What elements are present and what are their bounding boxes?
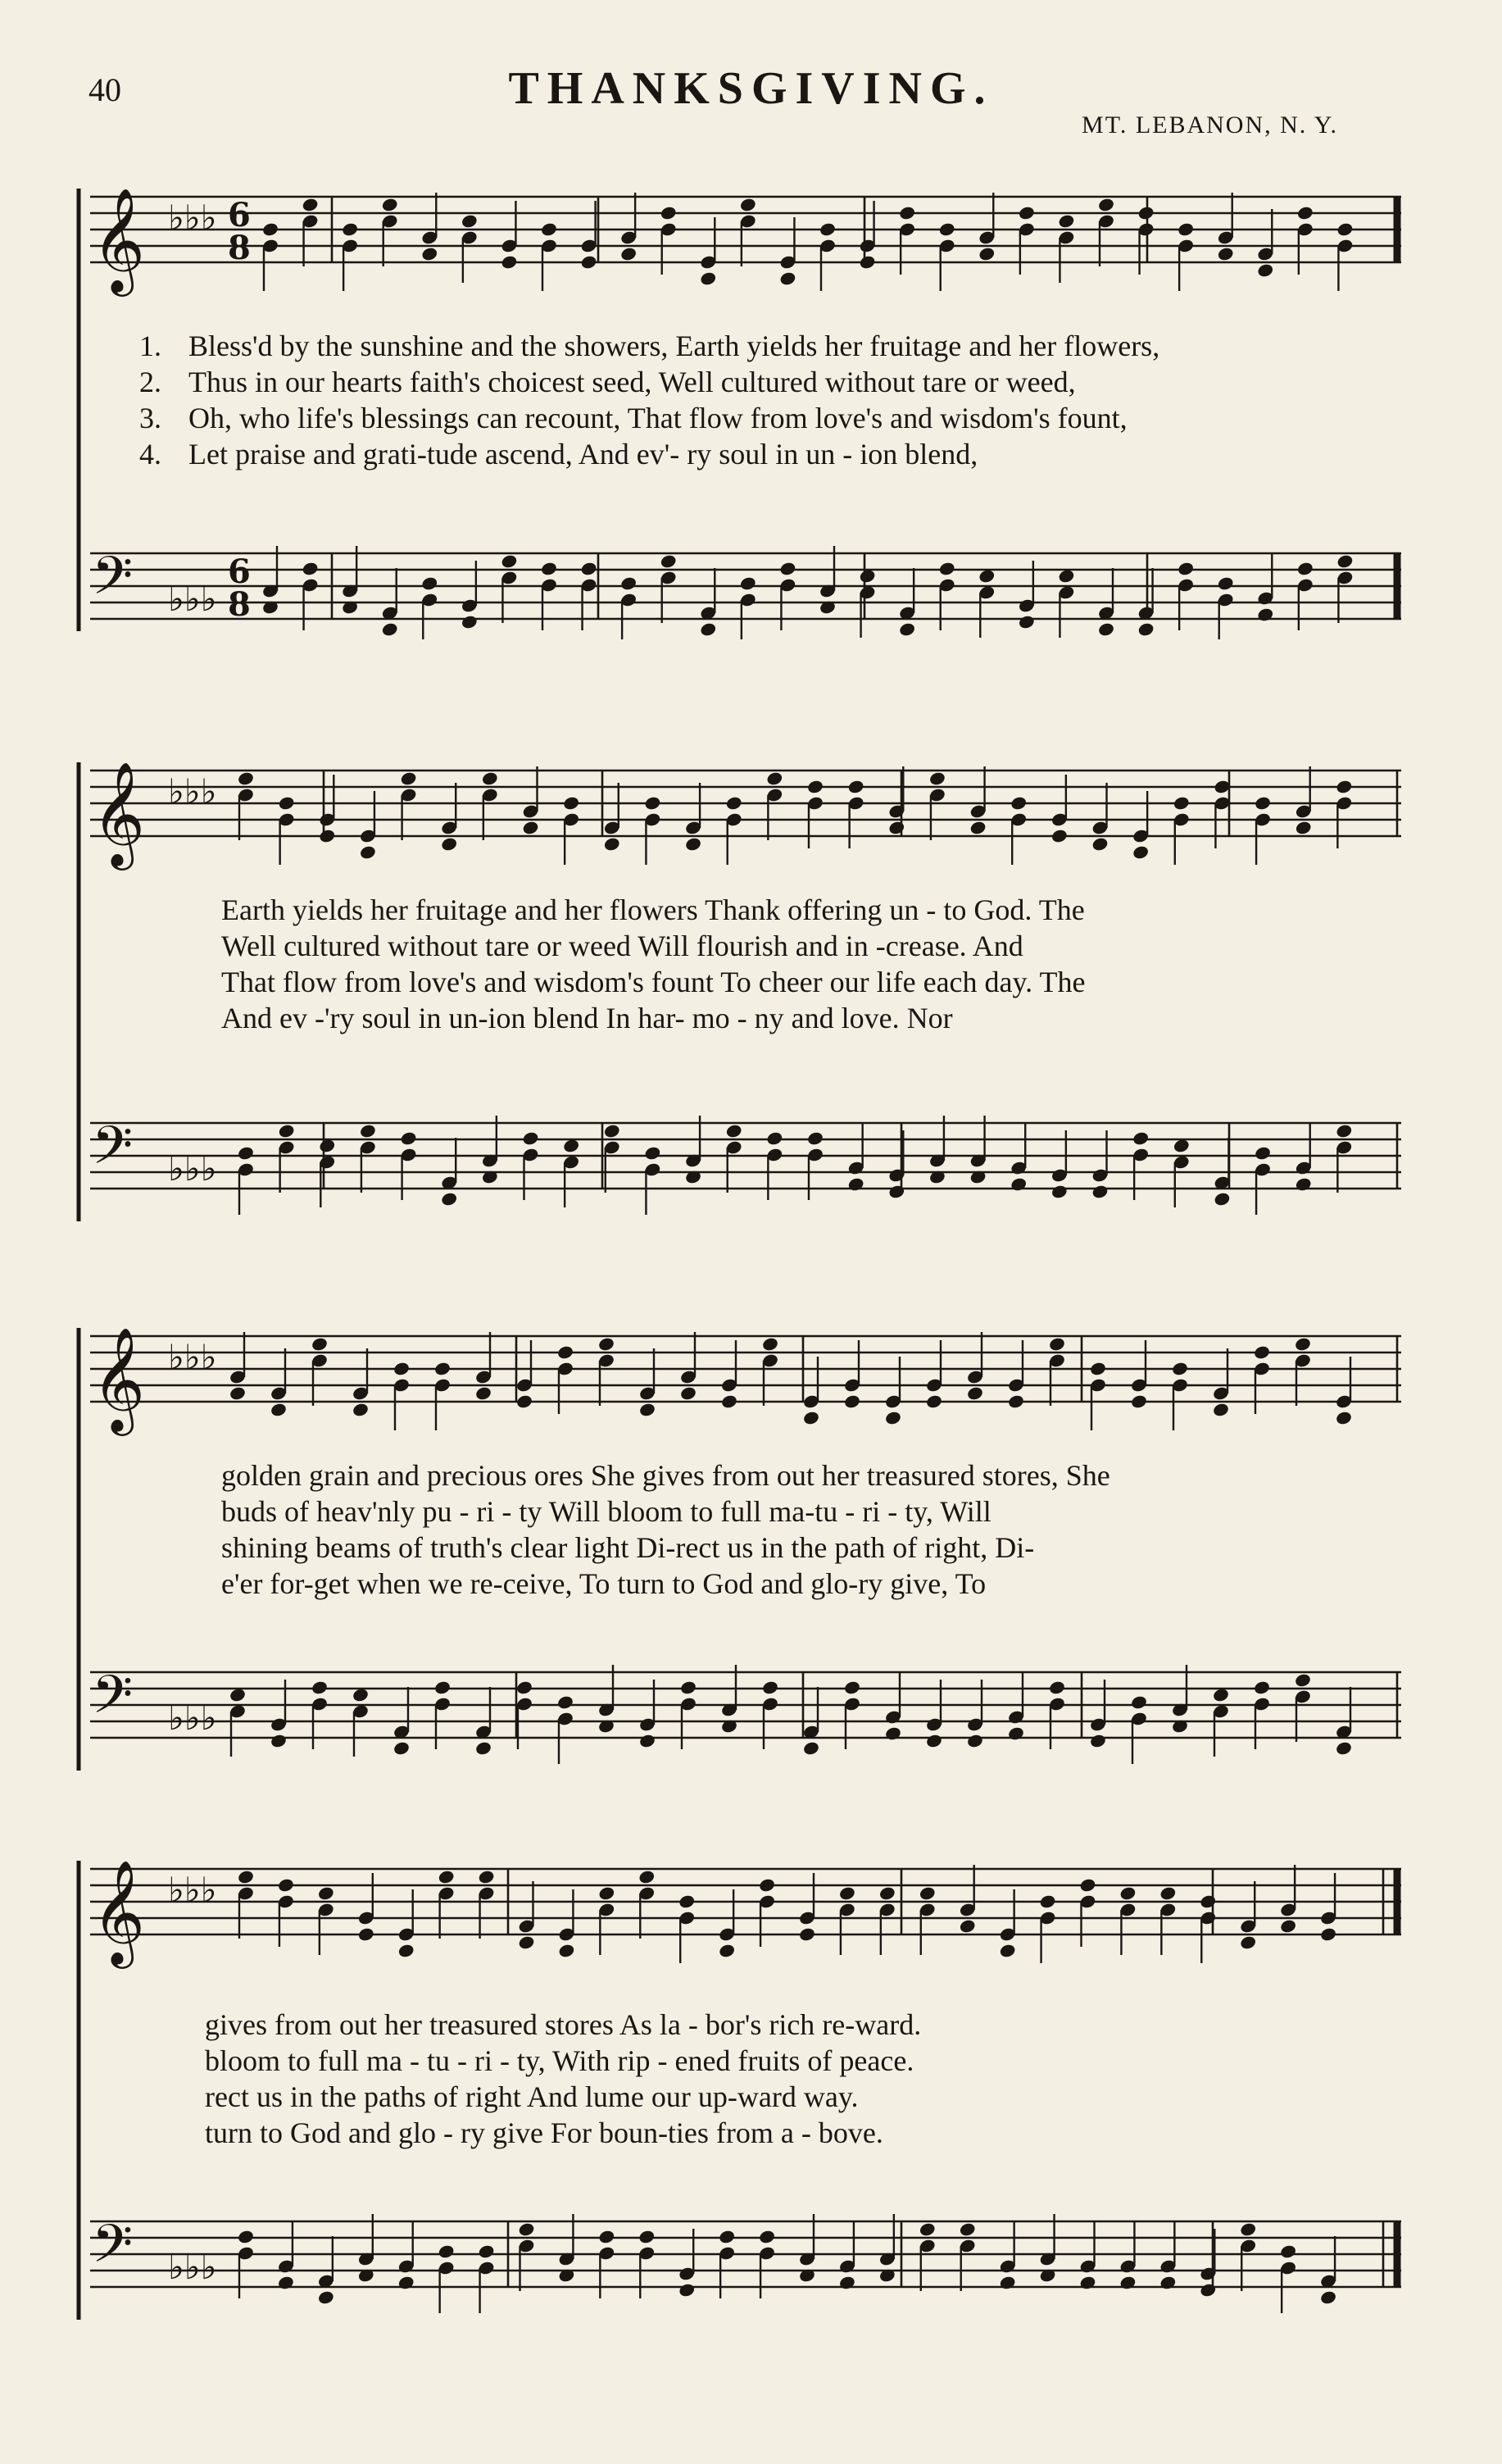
note-head — [847, 779, 865, 794]
note-head — [678, 1893, 696, 1909]
lyric-line: Earth yields her fruitage and her flowers Thank offering un - to God. The — [221, 893, 1085, 926]
note-head — [278, 795, 296, 811]
note-head — [474, 1385, 492, 1401]
note-head — [1214, 1191, 1232, 1207]
note-head — [461, 614, 479, 630]
verse-line: 2. Thus in our hearts faith's choicest seed, Well cultured without tare or weed, — [139, 366, 1076, 398]
svg-text:𝄢: 𝄢 — [92, 1116, 134, 1189]
note-head — [433, 1680, 452, 1695]
note-head — [562, 795, 580, 811]
note-head — [1296, 561, 1314, 576]
note-head — [440, 1191, 458, 1207]
note-head — [352, 1402, 370, 1417]
note-head — [660, 205, 678, 220]
note-head — [806, 1130, 824, 1146]
note-head — [501, 553, 519, 569]
note-head — [1335, 1740, 1353, 1756]
note-head — [1137, 621, 1155, 637]
note-head — [699, 270, 717, 286]
note-head — [393, 1740, 411, 1756]
note-head — [1132, 844, 1150, 860]
note-head — [229, 1687, 247, 1703]
note-head — [1132, 1130, 1150, 1146]
note-head — [1007, 1725, 1025, 1741]
note-head — [1130, 1393, 1148, 1409]
note-head — [1130, 1694, 1148, 1710]
note-head — [725, 795, 743, 811]
note-head — [397, 1943, 415, 1958]
note-head — [1048, 1336, 1066, 1352]
note-head — [699, 621, 717, 637]
note-head — [1173, 1138, 1191, 1153]
bass-clef-icon: 𝄢 — [92, 546, 134, 620]
svg-text:𝄢: 𝄢 — [92, 1665, 134, 1739]
lyric-line: And ev -'ry soul in un-ion blend In har- mo - ny and love. Nor — [221, 1002, 953, 1034]
note-head — [522, 820, 540, 835]
svg-text:𝄢: 𝄢 — [92, 2214, 134, 2288]
note-head — [1018, 614, 1036, 630]
note-head — [540, 221, 558, 237]
note-head — [838, 2275, 856, 2290]
note-head — [766, 771, 784, 786]
note-head — [318, 1138, 336, 1153]
key-signature-flats: ♭♭♭ — [168, 198, 217, 238]
note-head — [1058, 213, 1076, 229]
treble-clef-icon: 𝄞 — [92, 187, 146, 292]
note-head — [1254, 795, 1272, 811]
verse-line: 4. Let praise and grati-tude ascend, And ev'- ry soul in un - ion blend, — [139, 438, 978, 471]
note-head — [802, 1740, 820, 1756]
note-head — [440, 836, 458, 852]
note-head — [518, 2221, 536, 2237]
note-head — [938, 561, 956, 576]
lyric-line: e'er for-get when we re-ceive, To turn to God and glo-ry give, To — [221, 1567, 987, 1600]
time-signature: 6 — [228, 196, 251, 234]
note-head — [966, 1733, 984, 1748]
note-head — [843, 1680, 861, 1695]
note-head — [919, 2221, 937, 2237]
note-head — [381, 621, 399, 637]
note-head — [597, 1336, 615, 1352]
note-head — [400, 1130, 418, 1146]
note-head — [420, 575, 438, 591]
note-head — [400, 771, 418, 786]
note-head — [478, 1869, 496, 1884]
svg-text:♭♭♭: ♭♭♭ — [168, 1337, 217, 1377]
note-head — [644, 795, 662, 811]
lyric-line: golden grain and precious ores She gives from out her treasured stores, She — [221, 1459, 1110, 1492]
note-head — [1212, 1687, 1230, 1703]
note-head — [359, 1123, 377, 1139]
note-head — [925, 1393, 943, 1409]
note-head — [1048, 1680, 1066, 1695]
note-head — [739, 197, 757, 212]
note-head — [1137, 205, 1155, 220]
source-credit: MT. LEBANON, N. Y. — [1082, 111, 1338, 139]
note-head — [619, 246, 638, 261]
svg-text:♭♭♭: ♭♭♭ — [168, 2247, 217, 2287]
lyrics-block — [221, 892, 1401, 1036]
verse-block — [139, 328, 1401, 472]
svg-text:𝄞: 𝄞 — [92, 1326, 146, 1431]
note-head — [859, 254, 877, 270]
note-head — [229, 1385, 247, 1401]
note-head — [1018, 205, 1036, 220]
note-head — [1050, 828, 1069, 843]
note-head — [1217, 575, 1235, 591]
note-head — [1279, 2244, 1297, 2259]
note-head — [518, 1934, 536, 1950]
note-head — [859, 568, 877, 584]
note-head — [1217, 246, 1235, 261]
note-head — [317, 2289, 335, 2305]
lyric-line: rect us in the paths of right And lume our up-ward way. — [205, 2080, 859, 2113]
note-head — [515, 1680, 533, 1695]
note-head — [1256, 262, 1274, 278]
svg-text:♭♭♭: ♭♭♭ — [168, 579, 217, 619]
svg-text:♭♭♭: ♭♭♭ — [168, 1870, 217, 1910]
note-head — [938, 221, 956, 237]
note-head — [1254, 1145, 1272, 1161]
note-head — [718, 1943, 736, 1958]
note-head — [1253, 1680, 1271, 1695]
note-head — [580, 561, 598, 576]
note-head — [638, 1733, 656, 1748]
note-head — [352, 1687, 370, 1703]
note-head — [660, 553, 678, 569]
note-head — [1256, 607, 1274, 622]
note-head — [1199, 1893, 1217, 1909]
note-head — [999, 1943, 1017, 1958]
note-head — [1212, 1402, 1230, 1417]
note-head — [644, 1145, 662, 1161]
note-head — [884, 1410, 902, 1425]
note-head — [311, 1336, 329, 1352]
note-head — [1336, 779, 1354, 794]
note-head — [887, 1184, 905, 1199]
note-head — [277, 1877, 295, 1893]
lyric-line: shining beams of truth's clear light Di-rect us in the path of right, Di- — [221, 1531, 1035, 1564]
note-head — [420, 246, 438, 261]
svg-text:♭♭♭: ♭♭♭ — [168, 1698, 217, 1738]
note-head — [270, 1402, 288, 1417]
note-head — [887, 820, 905, 835]
note-head — [540, 561, 558, 576]
note-head — [302, 561, 320, 576]
note-head — [1171, 1361, 1189, 1376]
note-head — [598, 2229, 616, 2244]
note-head — [1159, 1885, 1178, 1901]
note-head — [1239, 2221, 1257, 2237]
note-head — [1296, 205, 1314, 220]
note-head — [278, 1123, 296, 1139]
note-head — [838, 1885, 856, 1901]
lyric-line: Well cultured without tare or weed Will flourish and in -crease. And — [221, 930, 1023, 962]
note-head — [556, 1694, 574, 1710]
note-head — [393, 1361, 411, 1376]
note-head — [1173, 795, 1191, 811]
note-head — [237, 771, 255, 786]
note-head — [802, 1410, 820, 1425]
note-head — [1294, 1336, 1312, 1352]
svg-text:♭♭♭: ♭♭♭ — [168, 1148, 217, 1189]
note-head — [1091, 1184, 1109, 1199]
note-head — [1091, 836, 1109, 852]
note-head — [1239, 1934, 1257, 1950]
note-head — [433, 1361, 452, 1376]
note-head — [1335, 1410, 1353, 1425]
note-head — [843, 1393, 861, 1409]
verse-line: 3. Oh, who life's blessings can recount, That flow from love's and wisdom's fount, — [139, 402, 1128, 434]
lyric-line: bloom to full ma - tu - ri - ty, With rip - ened fruits of peace. — [205, 2044, 914, 2077]
verse-line: 1. Bless'd by the sunshine and the showers, Earth yields her fruitage and her flowers, — [139, 330, 1160, 362]
note-head — [638, 1869, 656, 1884]
note-head — [847, 1176, 865, 1192]
note-head — [999, 2275, 1017, 2290]
note-head — [1279, 1918, 1297, 1934]
note-head — [598, 1885, 616, 1901]
note-head — [1119, 1885, 1137, 1901]
note-head — [381, 197, 399, 212]
note-head — [341, 221, 359, 237]
note-head — [357, 1926, 375, 1942]
note-head — [515, 1393, 533, 1409]
note-head — [878, 1885, 896, 1901]
page-number: 40 — [88, 71, 121, 108]
note-head — [679, 1680, 697, 1695]
svg-text:8: 8 — [228, 229, 251, 267]
note-head — [501, 254, 519, 270]
lyrics-block — [205, 2007, 1385, 2151]
note-head — [1199, 2282, 1217, 2298]
note-head — [798, 1926, 816, 1942]
note-head — [1058, 568, 1076, 584]
note-head — [978, 568, 996, 584]
note-head — [720, 1393, 738, 1409]
note-head — [678, 2282, 696, 2298]
note-head — [1336, 1123, 1354, 1139]
note-head — [474, 1740, 492, 1756]
note-head — [438, 1869, 456, 1884]
note-head — [317, 1885, 335, 1901]
note-head — [1253, 1344, 1271, 1360]
note-head — [1177, 221, 1195, 237]
note-head — [898, 205, 916, 220]
note-head — [1010, 1176, 1028, 1192]
svg-text:8: 8 — [228, 585, 251, 624]
note-head — [397, 2275, 415, 2290]
note-head — [806, 779, 824, 794]
page-title: THANKSGIVING. — [508, 63, 994, 114]
note-head — [1089, 1733, 1107, 1748]
note-head — [718, 2229, 736, 2244]
note-head — [302, 197, 320, 212]
note-head — [481, 771, 499, 786]
note-head — [779, 270, 797, 286]
note-head — [1050, 1184, 1069, 1199]
note-head — [522, 1130, 540, 1146]
note-head — [966, 1385, 984, 1401]
note-head — [1119, 2275, 1137, 2290]
note-head — [359, 844, 377, 860]
svg-text:𝄞: 𝄞 — [92, 761, 146, 866]
lyric-line: turn to God and glo - ry give For boun-ties from a - bove. — [205, 2116, 883, 2149]
note-head — [978, 246, 996, 261]
svg-text:𝄞: 𝄞 — [92, 1859, 146, 1964]
note-head — [959, 2221, 977, 2237]
lyric-line: gives from out her treasured stores As la - bor's rich re-ward. — [205, 2008, 922, 2041]
note-head — [311, 1680, 329, 1695]
note-head — [1295, 1176, 1313, 1192]
note-head — [556, 1344, 574, 1360]
note-head — [1079, 1877, 1097, 1893]
note-head — [638, 1402, 656, 1417]
note-head — [1319, 1926, 1337, 1942]
note-head — [919, 1885, 937, 1901]
note-head — [619, 575, 638, 591]
note-head — [318, 828, 336, 843]
note-head — [758, 1877, 776, 1893]
note-head — [928, 771, 946, 786]
note-head — [898, 621, 916, 637]
lyric-line: That flow from love's and wisdom's fount To cheer our life each day. The — [221, 966, 1086, 998]
note-head — [438, 2244, 456, 2259]
svg-text:6: 6 — [228, 552, 251, 591]
note-head — [1097, 197, 1115, 212]
note-head — [237, 1869, 255, 1884]
note-head — [679, 1385, 697, 1401]
note-head — [1336, 221, 1355, 237]
note-head — [925, 1733, 943, 1748]
note-head — [725, 1123, 743, 1139]
note-head — [969, 820, 987, 835]
note-head — [1319, 2289, 1337, 2305]
note-head — [884, 1725, 902, 1741]
note-head — [766, 1130, 784, 1146]
note-head — [761, 1336, 779, 1352]
note-head — [237, 1145, 255, 1161]
note-head — [478, 2244, 496, 2259]
note-head — [1294, 1672, 1312, 1688]
note-head — [270, 1733, 288, 1748]
note-head — [580, 254, 598, 270]
note-head — [758, 2229, 776, 2244]
note-head — [684, 836, 702, 852]
note-head — [1159, 2275, 1178, 2290]
note-head — [461, 213, 479, 229]
note-head — [1089, 1361, 1107, 1376]
note-head — [237, 2229, 255, 2244]
note-head — [1295, 820, 1313, 835]
note-head — [1007, 1393, 1025, 1409]
note-head — [1079, 2275, 1097, 2290]
note-head — [638, 2229, 656, 2244]
note-head — [739, 575, 757, 591]
svg-text:♭♭♭: ♭♭♭ — [168, 771, 217, 811]
note-head — [959, 1918, 977, 1934]
note-head — [277, 2275, 295, 2290]
lyric-line: buds of heav'nly pu - ri - ty Will bloom to full ma-tu - ri - ty, Will — [221, 1495, 992, 1528]
note-head — [779, 561, 797, 576]
note-head — [1097, 621, 1115, 637]
note-head — [819, 221, 837, 237]
note-head — [603, 1123, 621, 1139]
note-head — [1336, 553, 1355, 569]
note-head — [261, 221, 279, 237]
note-head — [1177, 561, 1195, 576]
note-head — [1039, 1893, 1057, 1909]
note-head — [562, 1138, 580, 1153]
note-head — [558, 1943, 576, 1958]
note-head — [603, 836, 621, 852]
lyrics-block — [221, 1457, 1401, 1602]
note-head — [761, 1680, 779, 1695]
note-head — [1010, 795, 1028, 811]
